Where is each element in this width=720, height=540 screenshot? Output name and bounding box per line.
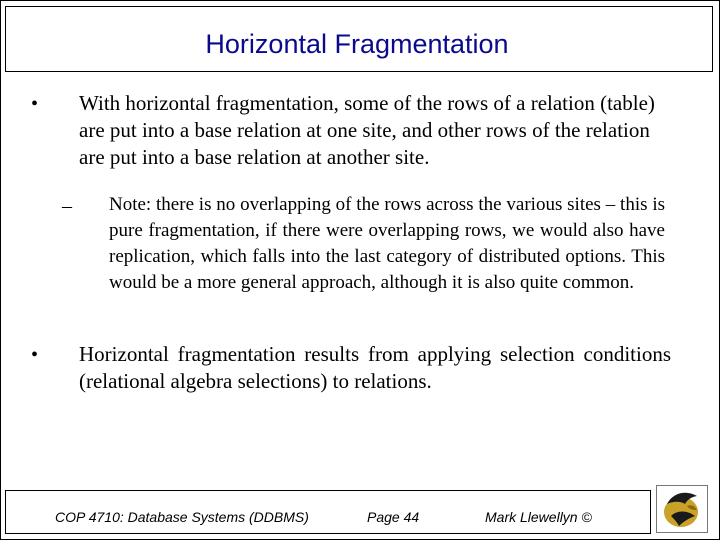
bullet-2-marker: •: [31, 344, 39, 366]
ucf-pegasus-logo-icon: [656, 485, 708, 533]
slide-title: Horizontal Fragmentation: [205, 29, 509, 59]
footer-author: Mark Llewellyn ©: [485, 509, 592, 525]
bullet-1-marker: •: [31, 93, 39, 115]
bullet-2-text: Horizontal fragmentation results from applying selection conditions (relational algebra selections) to relations.: [79, 342, 671, 393]
footer-page-number: Page 44: [367, 509, 420, 525]
bullet-1-text: With horizontal fragmentation, some of the rows of a relation (table) are put into a base relation at one site, and other rows of the relation are put into a base relation at another site.: [79, 91, 655, 169]
sub-bullet-1-text: Note: there is no overlapping of the rows across the various sites – this is pure fragmentation, if there were overlapping rows, we would also have replication, which falls into the last category of distributed options. This would be a more general approach, although it is also quite common.: [109, 194, 665, 293]
footer-course: COP 4710: Database Systems (DDBMS): [55, 509, 309, 525]
sub-bullet-1-marker: –: [62, 195, 72, 217]
logo-graphic: [657, 486, 707, 532]
